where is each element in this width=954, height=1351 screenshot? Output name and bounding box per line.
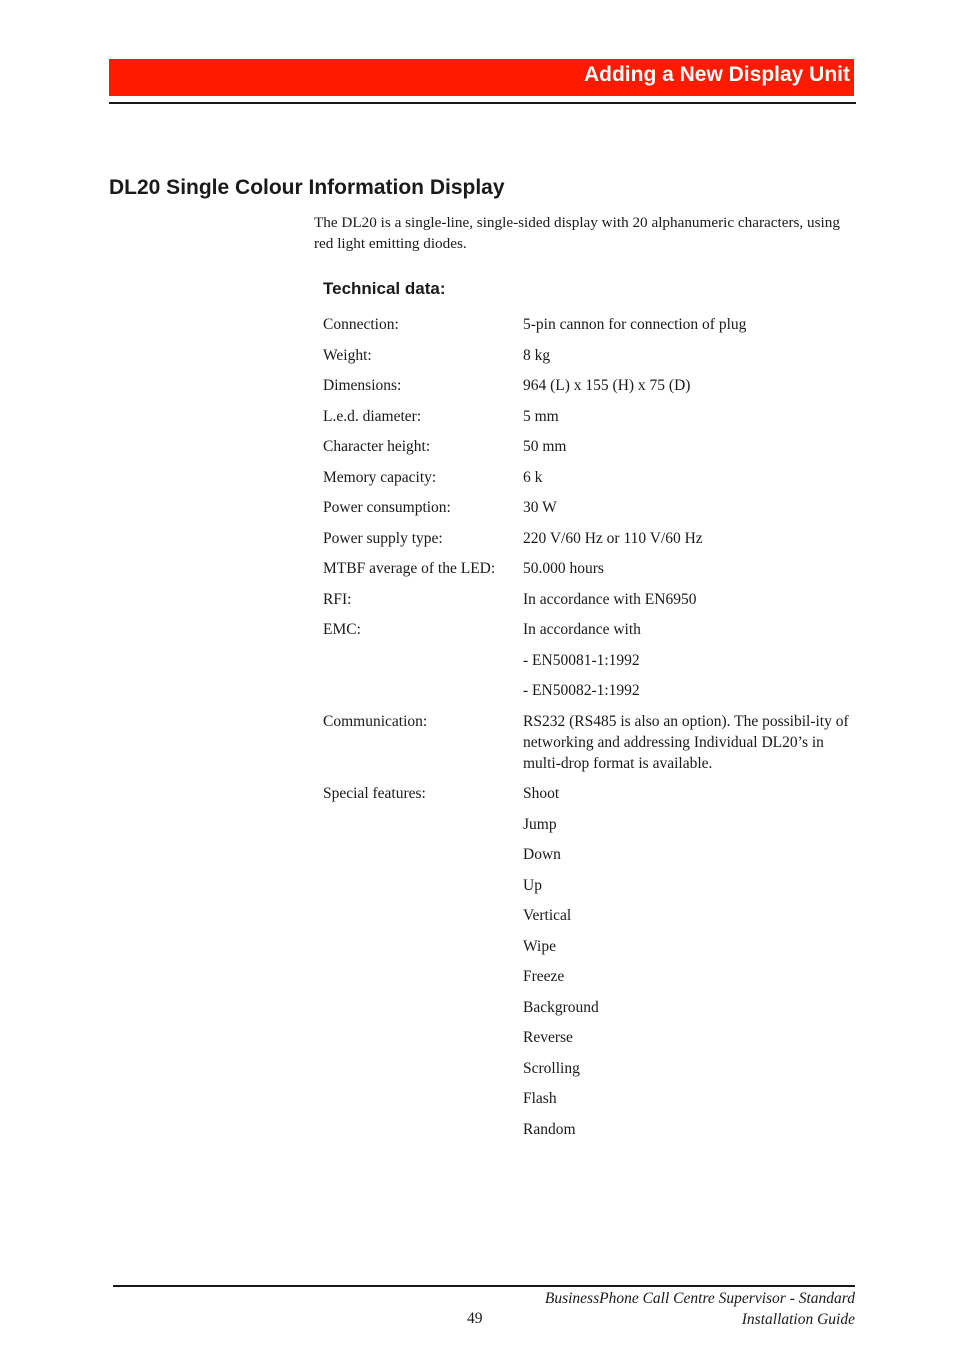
spec-value: Freeze — [523, 968, 565, 985]
spec-label: Power consumption: — [323, 499, 451, 516]
chapter-header-bar — [109, 59, 854, 96]
spec-row — [323, 558, 853, 579]
intro-paragraph: The DL20 is a single-line, single-sided display with 20 alphanumeric characters, using red light emitting diodes. — [314, 214, 840, 252]
spec-value: 5-pin cannon for connection of plug — [523, 316, 747, 333]
spec-row — [323, 497, 853, 518]
spec-label: Weight: — [323, 346, 372, 364]
spec-value: 6 k — [523, 468, 543, 486]
spec-values — [523, 528, 853, 549]
spec-label: Power supply type: — [323, 529, 443, 547]
spec-values — [523, 589, 853, 610]
spec-label: Communication: — [323, 712, 428, 730]
spec-row — [323, 345, 853, 366]
spec-row — [323, 314, 853, 335]
spec-value: 50.000 hours — [523, 560, 604, 577]
spec-values — [523, 467, 853, 488]
spec-value: Shoot — [523, 785, 560, 802]
footer-doc-line-2: Installation Guide — [741, 1311, 855, 1328]
page-number: 49 — [467, 1310, 483, 1327]
spec-value: 8 kg — [523, 346, 551, 364]
spec-row — [323, 711, 853, 774]
spec-label: RFI: — [323, 590, 352, 608]
spec-label: Memory capacity: — [323, 468, 437, 486]
spec-label: Connection: — [323, 316, 399, 333]
spec-value: 5 mm — [523, 407, 559, 425]
spec-label: L.e.d. diameter: — [323, 407, 422, 425]
spec-values — [523, 406, 853, 427]
spec-value: Random — [523, 1120, 576, 1138]
spec-value: Jump — [523, 815, 557, 833]
spec-values — [523, 619, 853, 701]
spec-values — [523, 711, 853, 774]
spec-values — [523, 345, 853, 366]
spec-label: MTBF average of the LED: — [323, 560, 496, 577]
spec-values — [523, 375, 853, 396]
footer-divider — [113, 1285, 855, 1287]
header-divider — [109, 102, 856, 104]
spec-label: Character height: — [323, 438, 431, 455]
spec-value: Scrolling — [523, 1059, 580, 1077]
spec-value: Reverse — [523, 1029, 573, 1046]
spec-row — [323, 589, 853, 610]
spec-row — [323, 619, 853, 701]
spec-value: Background — [523, 998, 599, 1016]
spec-value: 964 (L) x 155 (H) x 75 (D) — [523, 377, 691, 394]
spec-row — [323, 375, 853, 396]
spec-values — [523, 436, 853, 457]
spec-value: 220 V/60 Hz or 110 V/60 Hz — [523, 529, 703, 547]
spec-value: Wipe — [523, 937, 556, 955]
spec-value: Up — [523, 876, 542, 894]
spec-value: RS232 (RS485 is also an option). The possibil-ity of networking and addressing Individual DL20’s in multi-drop format is available. — [523, 712, 849, 772]
spec-values — [523, 558, 853, 579]
footer-doc-line-1: BusinessPhone Call Centre Supervisor - Standard — [544, 1290, 855, 1307]
spec-row — [323, 528, 853, 549]
footer-document-title — [545, 1288, 855, 1330]
spec-label: Special features: — [323, 785, 426, 802]
spec-row — [323, 467, 853, 488]
spec-value: In accordance with — [523, 621, 641, 638]
chapter-title: Adding a New Display Unit — [583, 63, 850, 86]
spec-row — [323, 783, 853, 1140]
section-title: DL20 Single Colour Information Display — [109, 176, 505, 199]
spec-row — [323, 406, 853, 427]
technical-data-table — [323, 314, 853, 1149]
spec-value: 30 W — [523, 499, 557, 516]
spec-values — [523, 497, 853, 518]
spec-value: In accordance with EN6950 — [523, 590, 697, 608]
spec-values — [523, 783, 853, 1140]
spec-value: 50 mm — [523, 438, 567, 455]
spec-row — [323, 436, 853, 457]
spec-values — [523, 314, 853, 335]
spec-label: Dimensions: — [323, 377, 402, 394]
spec-value: Vertical — [523, 907, 572, 924]
spec-value: Down — [523, 846, 561, 863]
technical-data-heading: Technical data: — [323, 279, 446, 298]
spec-label: EMC: — [323, 621, 361, 638]
spec-value: - EN50082-1:1992 — [523, 682, 640, 699]
spec-value: Flash — [523, 1090, 557, 1107]
spec-value: - EN50081-1:1992 — [523, 651, 640, 669]
